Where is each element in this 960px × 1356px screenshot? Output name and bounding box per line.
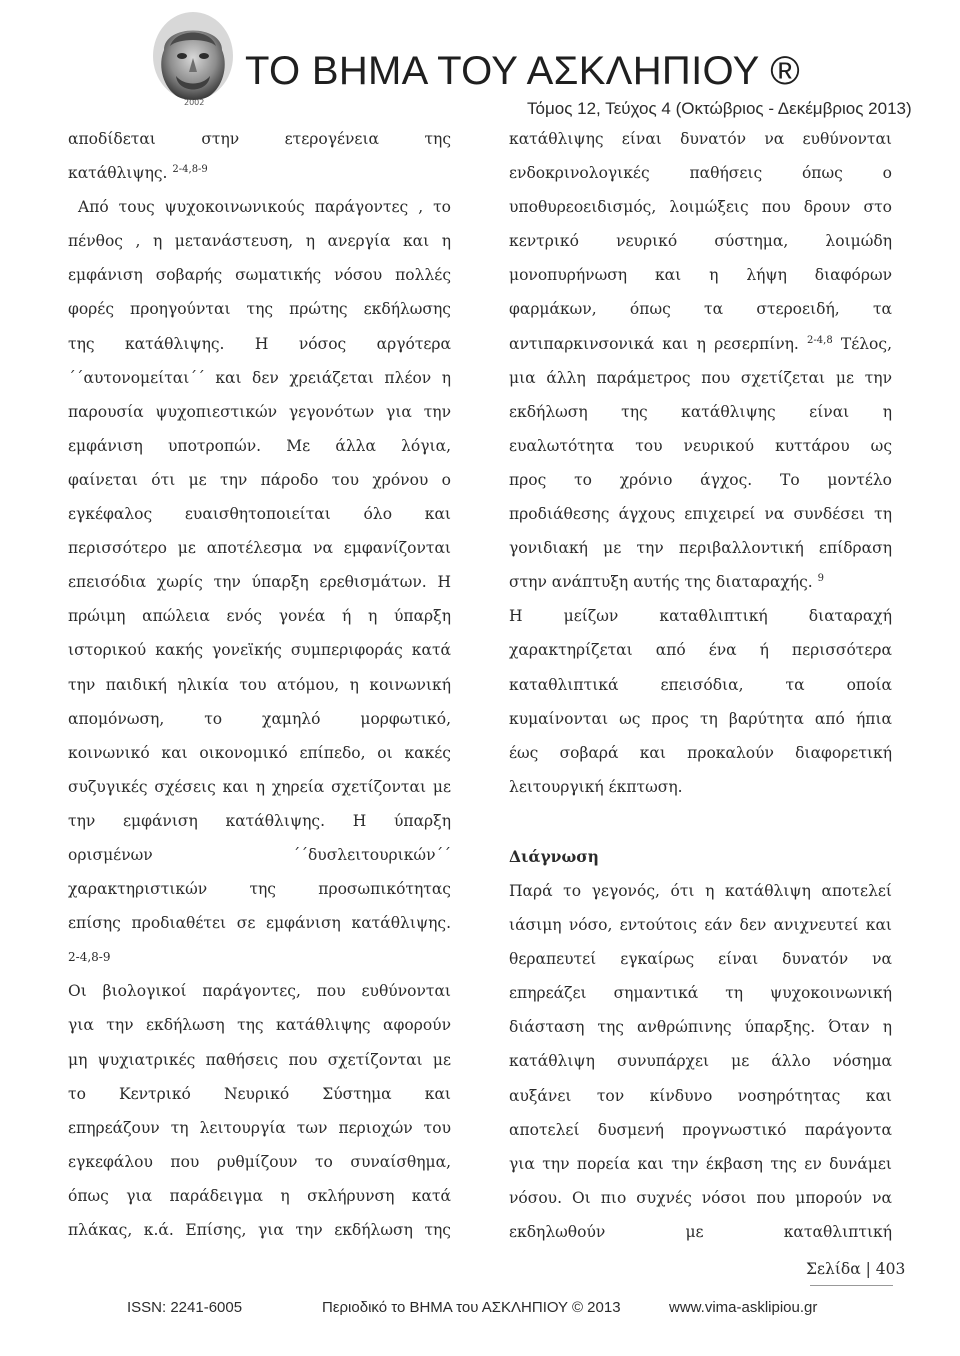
text-line <box>68 497 451 531</box>
text-line <box>509 531 892 565</box>
text-line-content: επηρεάζουν τη λειτουργία των περιοχών του <box>68 1118 451 1137</box>
text-line-content: φαίνεται ότι με την πάροδο του χρόνου ο <box>68 470 451 489</box>
text-line <box>509 122 892 156</box>
text-line-content: λειτουργική έκπτωση. <box>509 777 683 796</box>
right-column <box>509 122 892 1249</box>
text-line <box>509 565 892 599</box>
text-line-content: γονιδιακή με την περιβαλλοντική επίδραση <box>509 539 892 558</box>
text-line-content: αποτελεί δυσμενή προγνωστικό παράγοντα <box>509 1120 892 1139</box>
text-line-content: εμφάνιση σοβαρής σωματικής νόσου πολλές <box>68 266 451 285</box>
footer-issn: ISSN: 2241-6005 <box>127 1299 243 1316</box>
text-line-content: εγκέφαλος ευαισθητοποιείται όλο και <box>68 505 451 524</box>
citation-reference: 2-4,8 <box>807 334 833 346</box>
text-line <box>509 599 892 633</box>
text-line-content: εκδήλωση της κατάθλιψης είναι η <box>509 402 892 421</box>
issue-info: Τόμος 12, Τεύχος 4 (Οκτώβριος - Δεκέμβριος 2013) <box>527 99 912 118</box>
text-line <box>68 156 451 190</box>
text-line-content: θεραπευτεί εγκαίρως είναι δυνατόν να <box>509 950 892 969</box>
text-line-content: Από τους ψυχοκοινωνικούς παράγοντες , το <box>78 198 451 217</box>
text-line <box>68 1008 451 1042</box>
text-line <box>68 804 451 838</box>
journal-logo <box>150 10 236 108</box>
page-number-divider <box>810 1285 893 1286</box>
text-line-content: πρώιμη απώλεια ενός γονέα ή η ύπαρξη <box>68 607 451 626</box>
text-line-continuation: Τέλος, <box>832 334 892 353</box>
text-line <box>68 463 451 497</box>
text-line <box>509 668 892 702</box>
text-line <box>68 770 451 804</box>
text-line <box>509 1113 892 1147</box>
text-line-content: φορές προηγούνται της πρώτης εκδήλωσης <box>68 300 451 319</box>
text-line-content: την παιδική ηλικία του ατόμου, η κοινωνική <box>68 675 451 694</box>
text-line-content: Οι βιολογικοί παράγοντες, που ευθύνονται <box>68 982 451 1001</box>
text-line-content: Η μείζων καταθλιπτική διαταραχή <box>509 607 892 626</box>
text-line <box>509 361 892 395</box>
text-line-content: επηρεάζει σημαντικά τη ψυχοκοινωνική <box>509 984 892 1003</box>
text-line-content: προδιάθεσης άγχους επιχειρεί να συνδέσει τη <box>509 505 892 524</box>
text-line <box>509 874 892 908</box>
text-line <box>68 940 451 974</box>
text-line <box>68 429 451 463</box>
text-line <box>68 224 451 258</box>
text-line-content: έως σοβαρά και προκαλούν διαφορετική <box>509 743 892 762</box>
text-line-content: παρουσία ψυχοπιεστικών γεγονότων για την <box>68 402 451 421</box>
text-line <box>509 190 892 224</box>
asklepios-head-logo-icon <box>150 10 236 108</box>
text-line-content: ιστορικού κακής γονεϊκής συμπεριφοράς κατά <box>68 641 451 660</box>
text-line-content: συζυγικές σχέσεις και η χηρεία σχετίζονται με <box>68 777 451 796</box>
text-line-content: αποδίδεται στην ετερογένεια της <box>68 130 451 148</box>
text-line-content: χαρακτηριστικών της προσωπικότητας <box>68 880 451 899</box>
text-line-content: διάσταση της ανθρώπινης ύπαρξης. Όταν η <box>509 1018 892 1037</box>
text-line <box>509 327 892 361</box>
text-line-content: περισσότερο με αποτέλεσμα να εμφανίζονται <box>68 539 451 558</box>
text-line <box>68 190 451 224</box>
text-line <box>68 1077 451 1111</box>
citation-reference: 2-4,8-9 <box>172 163 208 175</box>
text-line-content: εγκεφάλου που ρυθμίζουν το συναίσθημα, <box>68 1152 451 1171</box>
text-line-content: μη ψυχιατρικές παθήσεις που σχετίζονται με <box>68 1050 451 1069</box>
text-line <box>68 633 451 667</box>
text-line-content: ΄΄αυτονομείται΄΄ και δεν χρειάζεται πλέον η <box>68 368 451 387</box>
text-line <box>509 1044 892 1078</box>
text-line-content: ευαλωτότητα του νευρικού κυττάρου ως <box>509 436 892 455</box>
text-line-content: κατάθλιψης είναι δυνατόν να ευθύνονται <box>509 130 892 148</box>
text-line-content: για την εκδήλωση της κατάθλιψης αφορούν <box>68 1016 451 1035</box>
text-line <box>509 702 892 736</box>
text-line-content: νόσου. Οι πιο συχνές νόσοι που μπορούν να <box>509 1188 892 1207</box>
text-line <box>68 906 451 940</box>
text-line-content: 2-4,8-9 <box>68 950 111 965</box>
footer-journal-name: Περιοδικό το ΒΗΜΑ του ΑΣΚΛΗΠΙΟΥ © 2013 <box>322 1299 621 1316</box>
text-line <box>509 224 892 258</box>
text-line-content: μια άλλη παράμετρος που σχετίζεται με την <box>509 368 892 387</box>
page-number: Σελίδα | 403 <box>806 1260 906 1278</box>
text-line <box>509 1079 892 1113</box>
logo-year-text: 2002 <box>184 98 205 107</box>
text-line <box>68 702 451 736</box>
text-line <box>68 668 451 702</box>
text-line <box>68 395 451 429</box>
text-line <box>509 908 892 942</box>
text-line <box>68 974 451 1008</box>
text-line-content: κυμαίνονται ως προς τη βαρύτητα από ήπια <box>509 709 892 728</box>
text-line-content: επεισόδια χωρίς την ύπαρξη ερεθισμάτων. Η <box>68 573 451 592</box>
text-line <box>68 258 451 292</box>
text-line <box>68 292 451 326</box>
text-line-content: πλάκας, κ.ά. Επίσης, για την εκδήλωση της <box>68 1221 451 1239</box>
text-line-content: προς το χρόνιο άγχος. Το μοντέλο <box>509 470 892 489</box>
text-line <box>68 565 451 599</box>
text-line-content: εκδηλωθούν με καταθλιπτική <box>509 1222 892 1241</box>
text-line-content: μονοπυρήνωση και η λήψη διαφόρων <box>509 266 892 285</box>
text-line-content: για την πορεία και την έκβαση της εν δυνάμει <box>509 1154 892 1173</box>
text-line-content: απομόνωση, το χαμηλό μορφωτικό, <box>68 709 451 728</box>
text-line-content: κατάθλιψη συνυπάρχει με άλλο νόσημα <box>509 1052 892 1071</box>
text-line-content: στην ανάπτυξη αυτής της διαταραχής. <box>509 573 818 592</box>
text-line-content: αντιπαρκινσονικά και η ρεσερπίνη. <box>509 334 808 353</box>
text-line-content: Διάγνωση <box>509 846 599 866</box>
text-line-content: πένθος , η μετανάστευση, η ανεργία και η <box>68 232 451 251</box>
text-line-content: επίσης προδιαθέτει σε εμφάνιση κατάθλιψης. <box>68 914 451 933</box>
text-line <box>509 976 892 1010</box>
text-line <box>68 1213 451 1247</box>
text-line <box>68 327 451 361</box>
text-line-content: κατάθλιψης. <box>68 164 173 183</box>
text-line <box>509 429 892 463</box>
text-line-content: κοινωνικό και οικονομικό επίπεδο, οι κακές <box>68 743 451 762</box>
text-line-content: της κατάθλιψης. Η νόσος αργότερα <box>68 334 451 353</box>
text-line <box>68 1179 451 1213</box>
text-line <box>68 599 451 633</box>
footer-website-link[interactable]: www.vima-asklipiou.gr <box>669 1299 818 1316</box>
text-line <box>509 156 892 190</box>
text-line <box>509 497 892 531</box>
text-line <box>509 1215 892 1249</box>
text-line-content: ορισμένων ΄΄δυσλειτουρικών΄΄ <box>68 845 451 864</box>
text-line <box>509 1147 892 1181</box>
text-line <box>68 122 451 156</box>
text-line-content: χαρακτηρίζεται από ένα ή περισσότερα <box>509 641 892 660</box>
text-line <box>509 463 892 497</box>
text-line <box>68 531 451 565</box>
section-heading <box>509 840 892 874</box>
text-line <box>509 395 892 429</box>
text-line <box>68 1145 451 1179</box>
text-line <box>509 258 892 292</box>
text-line <box>68 1043 451 1077</box>
text-line-content: ιάσιμη νόσο, εντούτοις εάν δεν ανιχνευτεί και <box>509 916 892 935</box>
text-line-content: φαρμάκων, όπως τα στεροειδή, τα <box>509 300 892 319</box>
text-line-content: εμφάνιση υποτροπών. Με άλλα λόγια, <box>68 436 451 455</box>
journal-title: ΤΟ ΒΗΜΑ ΤΟΥ ΑΣΚΛΗΠΙΟΥ ® <box>245 49 801 93</box>
text-line <box>68 736 451 770</box>
text-line <box>68 872 451 906</box>
text-line-content: κεντρικό νευρικό σύστημα, λοιμώδη <box>509 232 892 251</box>
left-column <box>68 122 451 1247</box>
text-line-content: υποθυρεοειδισμός, λοιμώξεις που δρουν στο <box>509 198 892 217</box>
text-line <box>509 633 892 667</box>
text-line <box>509 292 892 326</box>
text-line-content: όπως για παράδειγμα η σκλήρυνση κατά <box>68 1186 451 1205</box>
text-line-content: ενδοκρινολογικές παθήσεις όπως ο <box>509 164 892 183</box>
text-line-content: την εμφάνιση κατάθλιψης. Η ύπαρξη <box>68 811 451 830</box>
text-line-content: Παρά το γεγονός, ότι η κατάθλιψη αποτελεί <box>509 881 892 900</box>
text-line-content: καταθλιπτικά επεισόδια, τα οποία <box>509 675 892 694</box>
text-line <box>509 736 892 770</box>
text-line-content: το Κεντρικό Νευρικό Σύστημα και <box>68 1084 451 1103</box>
text-line <box>509 1010 892 1044</box>
text-line-content: αυξάνει τον κίνδυνο νοσηρότητας και <box>509 1086 892 1105</box>
text-line <box>509 942 892 976</box>
citation-reference: 9 <box>817 573 824 585</box>
text-line <box>68 1111 451 1145</box>
text-line <box>509 770 892 804</box>
text-line <box>68 361 451 395</box>
text-line <box>509 1181 892 1215</box>
text-line <box>68 838 451 872</box>
